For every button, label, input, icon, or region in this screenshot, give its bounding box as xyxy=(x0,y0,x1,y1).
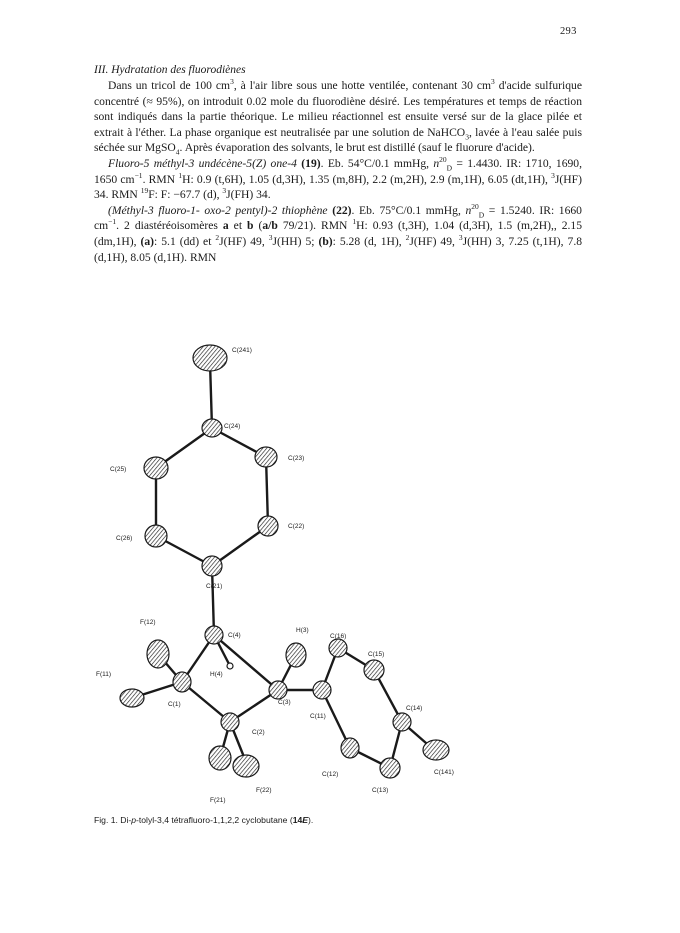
label-c14: C(14) xyxy=(406,705,423,712)
label-c12: C(12) xyxy=(322,771,339,778)
label-c26: C(26) xyxy=(116,535,133,542)
label-h3: H(3) xyxy=(296,627,309,634)
label-c2: C(2) xyxy=(252,729,265,736)
label-c16: C(16) xyxy=(330,633,347,640)
compound-19-name: Fluoro-5 méthyl-3 undécène-5(Z) one-4 xyxy=(108,156,297,170)
label-f12: F(12) xyxy=(140,619,156,626)
atom-labels xyxy=(96,347,454,804)
label-c141: C(141) xyxy=(434,769,454,776)
label-c1: C(1) xyxy=(168,701,181,708)
label-f21: F(21) xyxy=(210,797,226,804)
compound-22-name: (Méthyl-3 fluoro-1- oxo-2 pentyl)-2 thiophène xyxy=(108,203,328,217)
label-c3: C(3) xyxy=(278,699,291,706)
label-c11: C(11) xyxy=(310,713,326,720)
label-f11: F(11) xyxy=(96,671,112,678)
label-c22: C(22) xyxy=(288,523,305,530)
label-c23: C(23) xyxy=(288,455,305,462)
label-c21: C(21) xyxy=(206,583,223,590)
figure-caption: Fig. 1. Di-p-tolyl-3,4 tétrafluoro-1,1,2,2 cyclobutane (14E). xyxy=(94,815,314,825)
label-c15: C(15) xyxy=(368,651,385,658)
paragraph-compound-22: (Méthyl-3 fluoro-1- oxo-2 pentyl)-2 thiophène (22). Eb. 75°C/0.1 mmHg, $n^{20}_D = 1.5240$. IR: 1660 $cm^{-1}$. 2 diastéréoisomères a et b (a/b 79/21). RMN $^1$H: 0.93 (t,3H), 1.04 (d,3H), 1.5 (m,2H),, 2.15 (dm,1H), (a): 5.1 (dd) et $^2$J(HF) 49, $^3$J(HH) 5; (b): 5.28 (d, 1H), $^2$J(HF) 49, $^3$J(HH) 3, 7.25 (t,1H), 7.8 (d,1H), 8.05 (d,1H). RMN xyxy=(94,201,583,264)
paragraph-compound-19: Fluoro-5 méthyl-3 undécène-5(Z) one-4 (19). Eb. 54°C/0.1 mmHg, $n^{20}_D = 1.4430$. IR: 1710, 1690, 1650 $cm^{-1}$. RMN $^1$H: 0.9 (t,6H), 1.05 (d,3H), 1.35 (m,8H), 2.2 (m,2H), 2.9 (m,1H), 6.05 (dt,1H), $^3$J(HF) 34. RMN $^{19}$F: F: −67.7 (d), $^3$J(FH) 34. xyxy=(94,155,582,202)
label-c24: C(24) xyxy=(224,423,241,430)
atoms xyxy=(120,345,449,778)
page-number: 293 xyxy=(560,26,577,37)
paragraph-procedure: Dans un tricol de 100 $cm^3$, à l'air libre sous une hotte ventilée, contenant 30 $cm^3$ d'acide sulfurique concentré (≈ 95%), on introduit 0.02 mole du fluorodiène désiré. Les températures et temps de réaction sont indiqués dans la partie théorique. Le milieu réactionnel est ensuite versé sur de la glace pilée et extrait à l'éther. La phase organique est neutralisée par une solution de NaHCO$_3$, lavée à l'eau salée puis séchée sur MgSO$_4$. Après évaporation des solvants, le brut est distillé (sauf le fluorure d'acide). xyxy=(94,77,582,157)
label-c4: C(4) xyxy=(228,632,241,639)
section-title: III. Hydratation des fluorodiènes xyxy=(94,64,246,76)
body-text xyxy=(94,78,582,265)
label-c241: C(241) xyxy=(232,347,252,354)
label-c13: C(13) xyxy=(372,787,389,794)
label-h4: H(4) xyxy=(210,671,223,678)
ortep-figure xyxy=(60,330,620,820)
label-c25: C(25) xyxy=(110,466,127,473)
label-f22: F(22) xyxy=(256,787,272,794)
